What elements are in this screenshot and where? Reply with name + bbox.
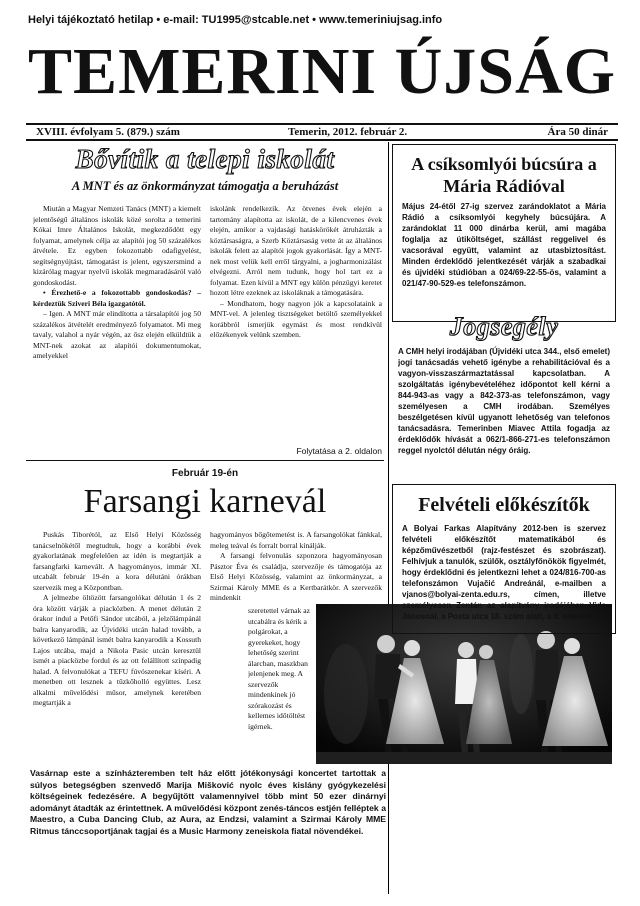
carnival-column-2 xyxy=(210,530,382,606)
header-contact-line: Helyi tájékoztató hetilap • e-mail: TU1995@stcable.net • www.temeriniujsag.info xyxy=(28,14,443,26)
carnival-paragraph: A jelmezbe öltözött farsangolókat délután 1 és 2 óra között várják a piacközben. A menet délután 2 órakor indul a Petőfi Sándor utcából, a jelzőlámpánál balra kanyarodik, az Újvidéki utcán halad tovább, a következő lámpánál ismét balra kanyarodik a Kossuth Lajos utcába, majd a Nikola Pasic utcán keresztül ismét a piacközbe fordul és az ott felállított színpadig halad. A felvonulókat a TEFU fúvószenekar kíséri. A menetben ott lesznek a tűzkőholló együttes. Lesz alkalmi művelődési műsor, amelynek keretében megtartják a xyxy=(33,593,201,707)
carnival-kicker: Február 19-én xyxy=(171,468,239,479)
carnival-paragraph: Puskás Tiborétól, az Első Helyi Közösség tanácselnökétől megtudtuk, hogy a korábbi évek gyakorlatának megfelelően az idén is megtartják a farsangfarki karnevált. A hagyományos, immár XI. utcabált február 19-én a kora délutáni órákban szervezik meg a Központban. xyxy=(33,530,201,592)
carnival-paragraph: szeretettel várnak az utcabálra és kérik a polgárokat, a gyerekeket, hogy lehetőség szerint álarcban, maszkban jelenjenek meg. A szervezők mindenkinek jó szórakozást és kellemes időtöltést ígérnek. xyxy=(248,606,310,731)
admission-box xyxy=(392,484,616,634)
lead-column-1 xyxy=(33,204,201,456)
carnival-column-1 xyxy=(33,530,201,756)
lead-paragraph: – Igen. A MNT már elindította a társalapítói jog 50 százalékos átvételét eredményező folyamatot. Mi meg tavaly, valahol a nyár végén, az ősz elején elküldtük a MNT-nek azokat az alapítói dokumentumokat, amelyekkel xyxy=(33,309,201,360)
pilgrimage-box xyxy=(392,144,616,322)
pilgrimage-body: Május 24-étől 27-ig szervez zarándoklatot a Mária Rádió a csíksomlyói kegyhely búcsújára. A zarándoklat 11 000 dinárba kerül, ami magába foglalja az útiköltséget, szállást reggelivel és vacsorával együtt, valamint az utasbiztosítást. Minden érdeklődő jelentkezését várják a szabadkai és újvidéki stúdióban a 024/69-22-55-ös, valamint a 021/47-90-529-es telefonszámon. xyxy=(402,202,606,288)
admission-body: A Bolyai Farkas Alapítvány 2012-ben is szervez felvételi előkészítőt matematikából és képzőművészetből (rajz-festészet és szobrászat). Felhívjuk a tanulók, szülők, osztályfőnökök figyelmét, hogy érdeklődni és jelentkezni lehet a 024/816-700-as telefonszámon Vujačić Andreánál, e-mailben a vjanos@bolyai-zenta.edu.rs, címen, illetve személyesen Zentán az alapítvány irodájában Vida Jánosnál, a Posta utca 18. szám alatt, a II. emeleten. xyxy=(402,524,606,621)
legal-aid-title: Jogsegély xyxy=(449,312,559,341)
issue-price: Ára 50 dinár xyxy=(547,126,608,138)
carnival-headline: Farsangi karnevál xyxy=(83,483,327,520)
lead-paragraph: iskolánk rendelkezik. Az ötvenes évek elején a tartomány alapította az iskolát, de a kilencvenes évek elején, amikor a vajdasági hatáskörökét átruházták a köztársaságra, a Szerb Köztársaság vette át az általános iskolák felett az alapítói jogok gyakorlását. Így a MNT-nek most velük kell erről tárgyalni, a jogharmonizálást elvégezni. Arról nem tudunk, hogy hol tart ez a folyamat. Ezen kívül a MNT egy külön pénzügyi keretet hozott létre ezeknek az iskoláknak a támogatására. xyxy=(210,204,382,297)
masthead-title: TEMERINI ÚJSÁG xyxy=(28,35,616,108)
carnival-paragraph: A farsangi felvonulás szponzora hagyományosan Pásztor Éva és családja, szervezője és támogatója az Első Helyi Közösség, valamint az önkormányzat, a Szirmai Károly MME és a Kertbarátkör. A szervezők mindenkit xyxy=(210,551,382,602)
photo-caption: Vasárnap este a színházteremben telt ház előtt jótékonysági koncertet tartottak a súlyos betegségben szenvedő Marija Mišković nyolc éves kislány gyógykezelési költségeinek fedezésére. A begyűjtött valamennyivel több mint 50 ezer dinárnyi adományt átadták az érintettnek. A művelődési központ zenés-táncos estjén felléptek a Maestro, a Cuba Dancing Club, az Aura, az Endzsi, valamint a Szirmai Károly MME Ritmus tánccsoportjának tagjai és a Music Harmony zeneiskola fiatal növendékei. xyxy=(30,768,386,836)
lead-paragraph: Miután a Magyar Nemzeti Tanács (MNT) a kiemelt jelentőségű általános iskolák közé sorolta a temerini Kókai Imre Általános Iskolát, megkezdődött egy folyamat, amelynek célja az alapítói jog 50 százalékos átvétele. Ez egyben fokozottabb odafigyelést, segítségnyújtást, támogatást is jelent, egyszersmind a kizárólag magyar nyelvű iskolák megmaradásáról való gondoskodást. xyxy=(33,204,201,287)
lead-paragraph: – Mondhatom, hogy nagyon jók a kapcsolataink a MNT-vel. A jelenleg tisztségeket betöltő személyekkel korábbról ismerjük egymást és most rendkívül előzékenyek velünk szemben. xyxy=(210,298,382,339)
lead-headline: Bővítik a telepi iskolát xyxy=(75,144,335,174)
lead-column-2 xyxy=(210,204,382,442)
issue-info-bar xyxy=(26,123,618,141)
carnival-paragraph: hagyományos bőgőtemetést is. A farsangolókat fánkkal, meleg teával és forralt borral kínálják. xyxy=(210,530,382,550)
continued-note: Folytatása a 2. oldalon xyxy=(296,446,382,456)
lead-question: • Érezhető-e a fokozottabb gondoskodás? – kérdeztük Sziveri Béla igazgatótól. xyxy=(33,288,201,308)
section-rule xyxy=(26,460,384,461)
carnival-wrap-text xyxy=(248,606,310,746)
lead-subhead: A MNT és az önkormányzat támogatja a beruházást xyxy=(71,179,339,193)
issue-volume: XVIII. évfolyam 5. (879.) szám xyxy=(36,126,180,138)
pilgrimage-title: A csíksomlyói búcsúra a Mária Rádióval xyxy=(411,154,597,196)
admission-title: Felvételi előkészítők xyxy=(418,494,590,516)
column-divider xyxy=(388,142,389,894)
legal-aid-body: A CMH helyi irodájában (Újvidéki utca 344., első emelet) jogi tanácsadás vehető igénybe a rehabilitációval és a vagyon-visszaszármaztatással kapcsolatban. A szolgáltatás igénybevételéhez időpontot kell kérni a 844-943-as vagy a 842-373-as telefonszámon, vagy személyesen a CMH irodában. Személyes beszélgetésen kívül ugyanott lehetőség van telefonos tanácsadásra. Temerinben Miavec Attila fogadja az érdeklődők hívását a 062/1-866-271-es telefonszámon reggel nyolctól délután négy óráig. xyxy=(398,347,610,455)
issue-date: Temerin, 2012. február 2. xyxy=(288,126,408,138)
